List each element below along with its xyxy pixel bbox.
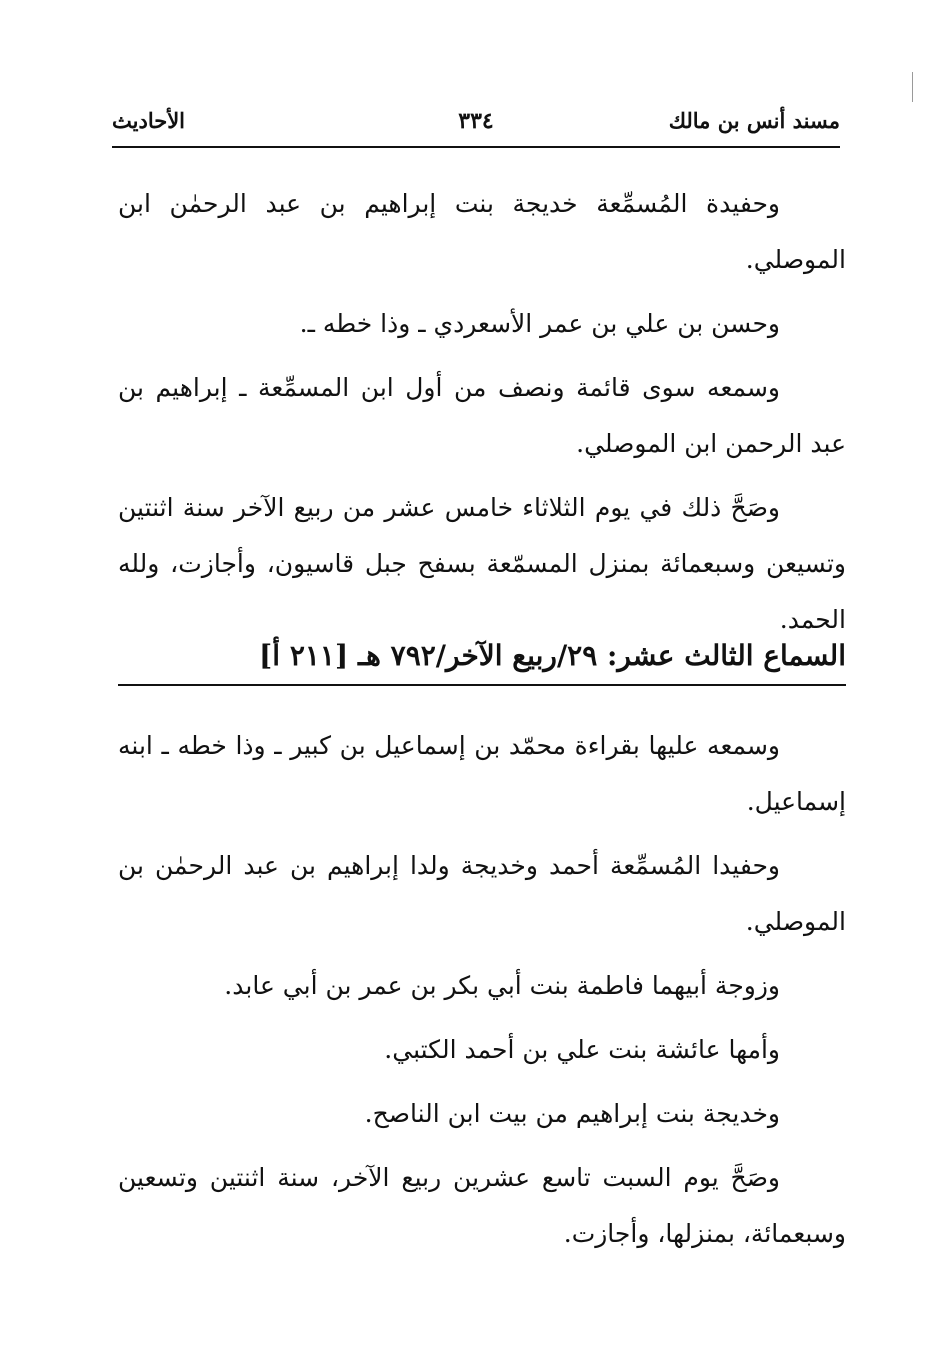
paragraph: وأمها عائشة بنت علي بن أحمد الكتبي. — [384, 1035, 780, 1064]
paragraph: وحفيدا المُسمِّعة أحمد وخديجة ولدا إبراهيم بن عبد الرحمٰن بن الموصلي. — [118, 851, 846, 936]
paragraph: وسمعه عليها بقراءة محمّد بن إسماعيل بن كبير ـ وذا خطه ـ ابنه إسماعيل. — [118, 731, 846, 816]
paragraph: وسمعه سوى قائمة ونصف من أول ابن المسمِّعة ـ إبراهيم بن عبد الرحمن ابن الموصلي. — [118, 373, 846, 458]
text-block-2 — [118, 718, 846, 1262]
margin-mark — [912, 72, 913, 102]
paragraph: وخديجة بنت إبراهيم من بيت ابن الناصح. — [364, 1099, 780, 1128]
paragraph: وحفيدة المُسمِّعة خديجة بنت إبراهيم بن عبد الرحمٰن ابن الموصلي. — [118, 189, 846, 274]
paragraph: وصَحَّ ذلك في يوم الثلاثاء خامس عشر من ربيع الآخر سنة اثنتين وتسيعن وسبعمائة بمنزل المسمّعة بسفح جبل قاسيون، وأجازت، ولله الحمد. — [118, 493, 846, 634]
paragraph: وحسن بن علي بن عمر الأسعردي ـ وذا خطه ـ. — [299, 309, 780, 338]
section-heading: السماع الثالث عشر: ٢٩/ربيع الآخر/٧٩٢ هـ [٢١١ أ] — [259, 639, 846, 672]
running-header — [112, 108, 840, 148]
page-number: ٣٣٤ — [458, 108, 494, 134]
paragraph: وصَحَّ يوم السبت تاسع عشرين ربيع الآخر، سنة اثنتين وتسعين وسبعمائة، بمنزلها، وأجازت. — [118, 1163, 846, 1248]
text-block-1 — [118, 176, 846, 648]
heading-rule — [118, 684, 846, 686]
running-head-section-title: الأحاديث — [112, 108, 186, 133]
header-rule — [112, 146, 840, 148]
running-head-book-title: مسند أنس بن مالك — [668, 108, 840, 133]
paragraph: وزوجة أبيهما فاطمة بنت أبي بكر بن عمر بن أبي عابد. — [224, 971, 780, 1000]
